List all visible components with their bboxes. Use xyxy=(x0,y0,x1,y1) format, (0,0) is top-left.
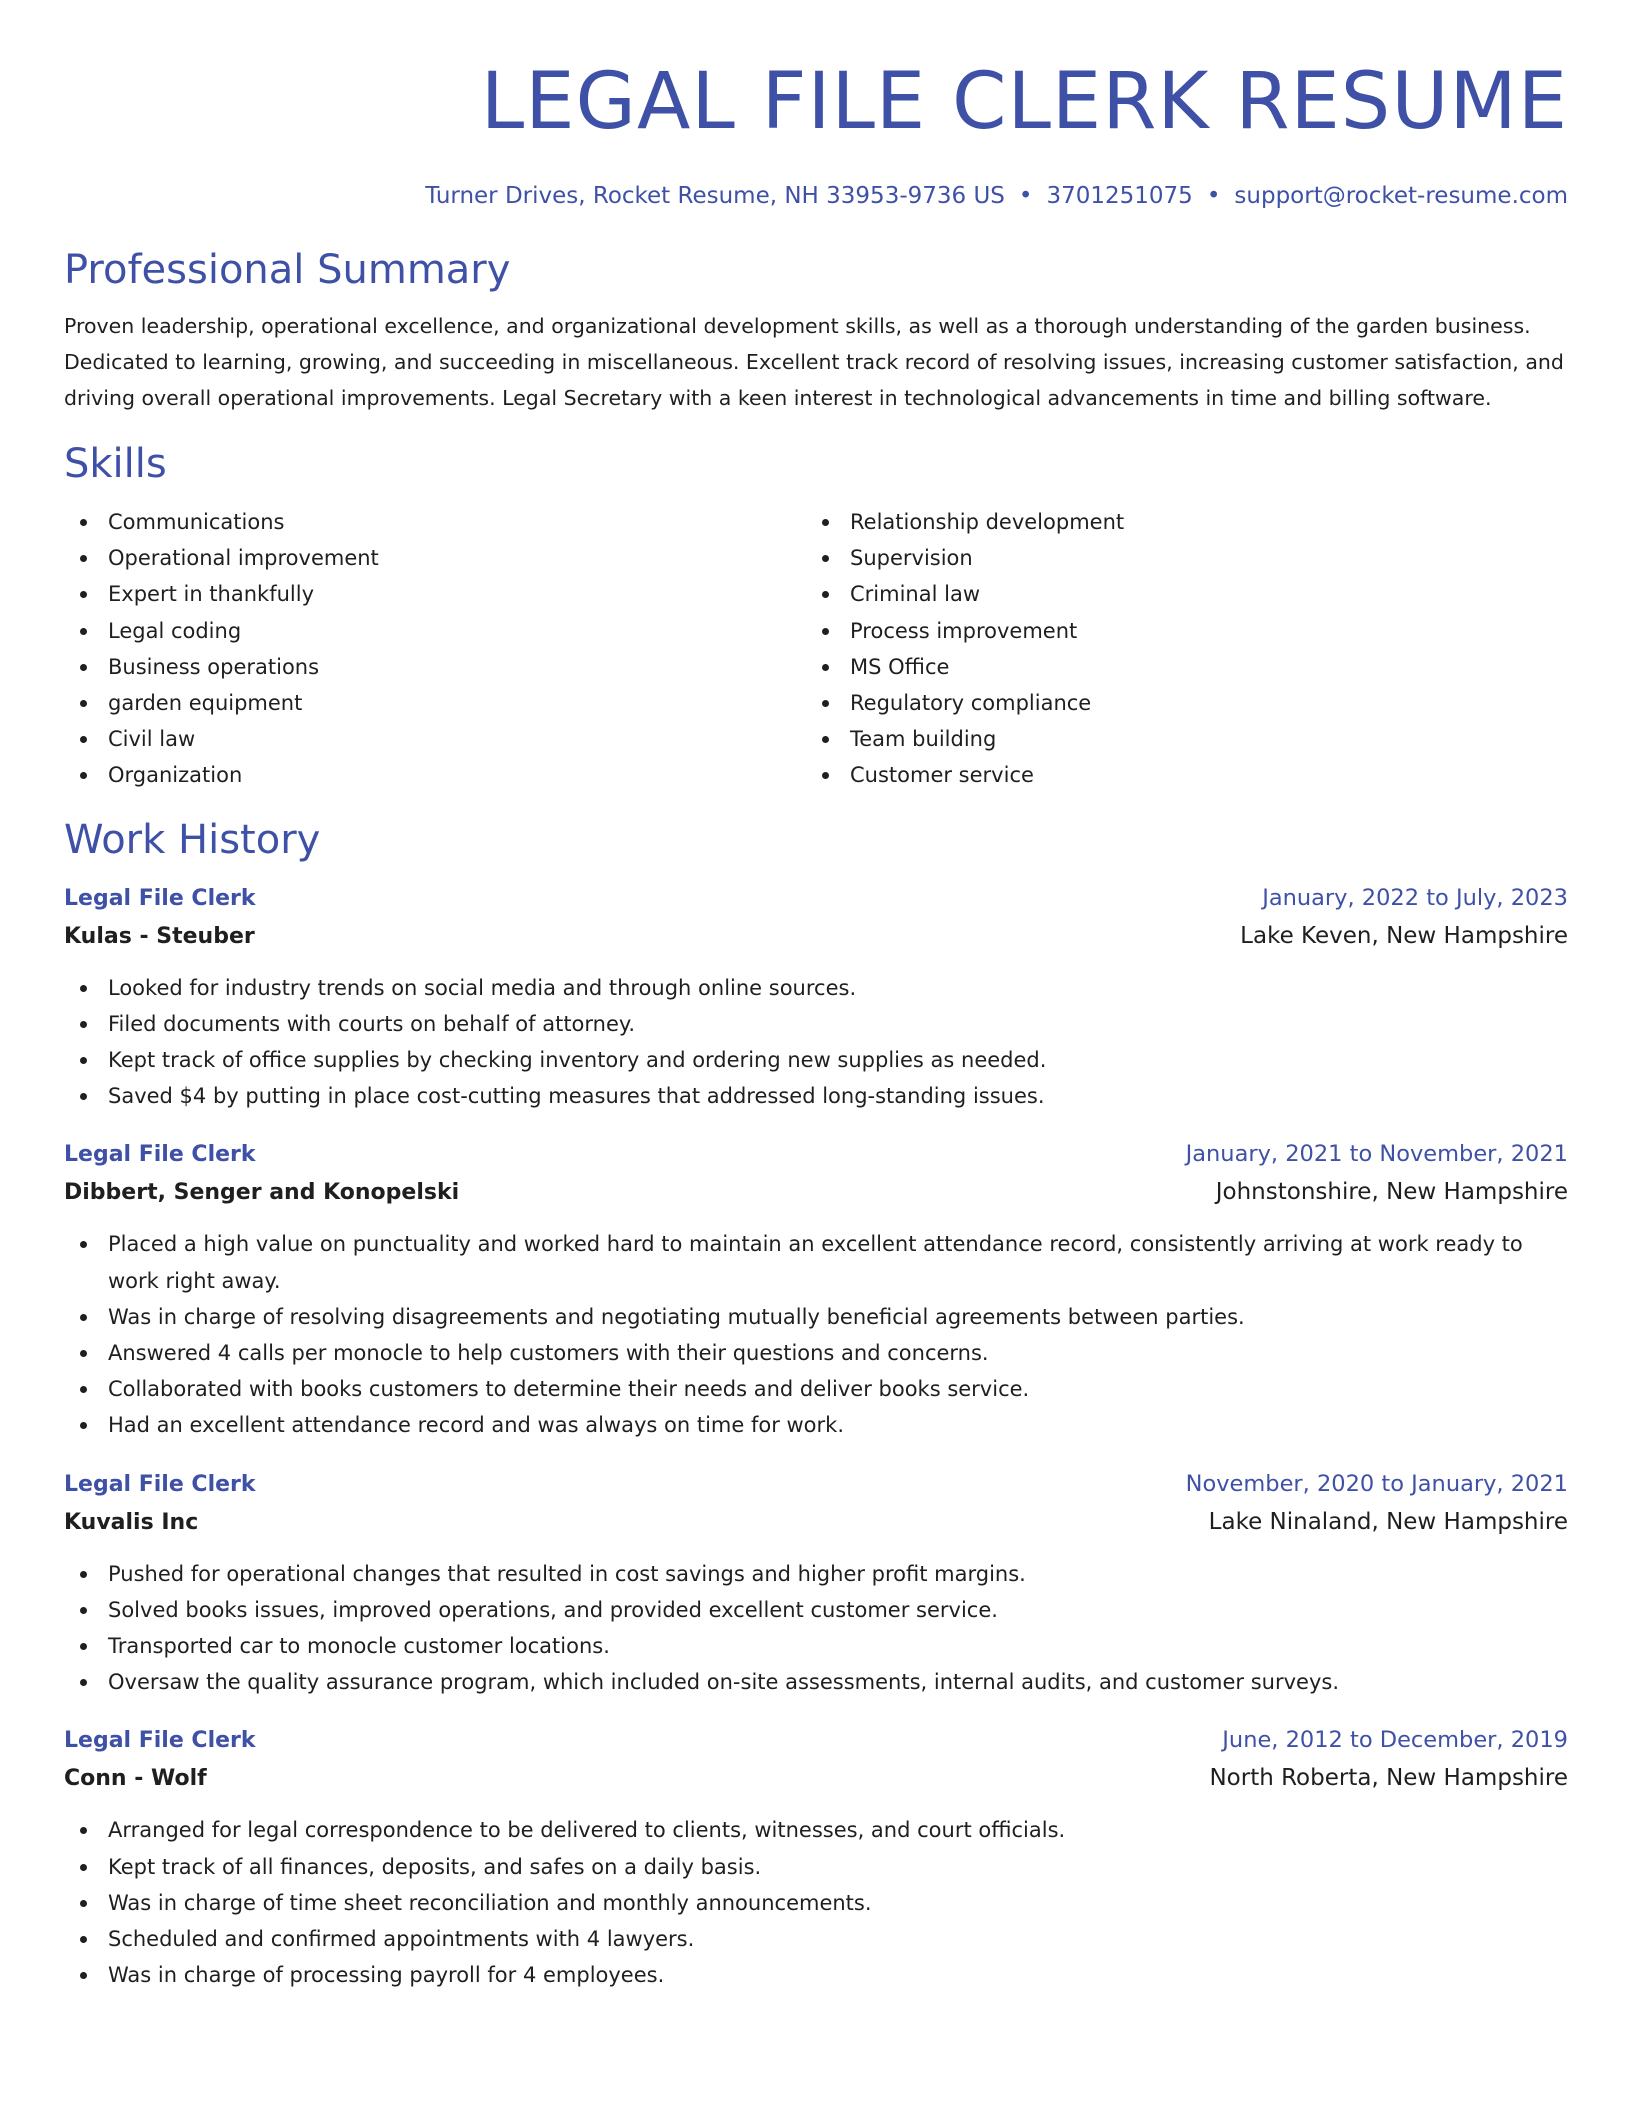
skill-item: Regulatory compliance xyxy=(806,685,1548,721)
job-company-row xyxy=(64,1759,1568,1798)
job-title-row xyxy=(64,1136,1568,1173)
job-dates: November, 2020 to January, 2021 xyxy=(1185,1470,1568,1497)
job-dates: June, 2012 to December, 2019 xyxy=(1222,1727,1568,1754)
job-dates: January, 2022 to July, 2023 xyxy=(1262,884,1568,911)
job-dates: January, 2021 to November, 2021 xyxy=(1185,1141,1568,1168)
skills-column-right xyxy=(806,504,1548,794)
job-duty: Kept track of office supplies by checking inventory and ordering new supplies as needed. xyxy=(64,1042,1568,1078)
job-title: Legal File Clerk xyxy=(64,1471,256,1497)
job-duties xyxy=(64,1812,1568,1993)
job-duty: Was in charge of resolving disagreements and negotiating mutually beneficial agreements between parties. xyxy=(64,1299,1568,1335)
job-location: North Roberta, New Hampshire xyxy=(1209,1765,1568,1792)
resume-title: LEGAL FILE CLERK RESUME xyxy=(480,57,1568,147)
job-duty: Filed documents with courts on behalf of attorney. xyxy=(64,1006,1568,1042)
contact-phone: 3701251075 xyxy=(1046,183,1193,209)
contact-line xyxy=(64,180,1568,212)
skills-grid xyxy=(64,504,1568,794)
job-duty: Answered 4 calls per monocle to help customers with their questions and concerns. xyxy=(64,1335,1568,1371)
job-duties xyxy=(64,1556,1568,1701)
job-duties xyxy=(64,970,1568,1115)
resume-page xyxy=(64,0,1568,1993)
skill-item: Organization xyxy=(64,757,806,793)
job-company: Dibbert, Senger and Konopelski xyxy=(64,1180,460,1206)
job-title: Legal File Clerk xyxy=(64,885,256,911)
job-duty: Pushed for operational changes that resulted in cost savings and higher profit margins. xyxy=(64,1556,1568,1592)
job-title-row xyxy=(64,1466,1568,1503)
skill-item: Supervision xyxy=(806,540,1548,576)
job-company-row xyxy=(64,1173,1568,1212)
job-duty: Kept track of all finances, deposits, and safes on a daily basis. xyxy=(64,1849,1568,1885)
job-location: Lake Ninaland, New Hampshire xyxy=(1208,1508,1568,1535)
work-history-heading: Work History xyxy=(64,816,321,863)
job-entry xyxy=(64,1722,1568,1993)
job-entry xyxy=(64,1466,1568,1701)
job-title-row xyxy=(64,1722,1568,1759)
job-company: Kuvalis Inc xyxy=(64,1509,199,1535)
skills-heading: Skills xyxy=(64,441,167,487)
job-duty: Looked for industry trends on social media and through online sources. xyxy=(64,970,1568,1006)
skill-item: Expert in thankfully xyxy=(64,576,806,612)
job-company: Conn - Wolf xyxy=(64,1766,207,1792)
job-title: Legal File Clerk xyxy=(64,1728,256,1754)
job-duty: Was in charge of time sheet reconciliation and monthly announcements. xyxy=(64,1885,1568,1921)
job-duty: Solved books issues, improved operations, and provided excellent customer service. xyxy=(64,1592,1568,1628)
job-title: Legal File Clerk xyxy=(64,1142,256,1168)
skill-item: Civil law xyxy=(64,721,806,757)
job-duty: Oversaw the quality assurance program, which included on-site assessments, internal audits, and customer surveys. xyxy=(64,1664,1568,1700)
job-location: Lake Keven, New Hampshire xyxy=(1240,922,1568,949)
skill-item: MS Office xyxy=(806,649,1548,685)
skill-item: Relationship development xyxy=(806,504,1548,540)
job-entry xyxy=(64,1136,1568,1443)
skill-item: Operational improvement xyxy=(64,540,806,576)
job-duty: Was in charge of processing payroll for 4 employees. xyxy=(64,1957,1568,1993)
job-company-row xyxy=(64,917,1568,956)
job-entry xyxy=(64,880,1568,1115)
skills-column-left xyxy=(64,504,806,794)
job-duty: Collaborated with books customers to determine their needs and deliver books service. xyxy=(64,1371,1568,1407)
job-location: Johnstonshire, New Hampshire xyxy=(1215,1179,1568,1206)
contact-separator: • xyxy=(1206,183,1221,209)
job-duty: Placed a high value on punctuality and worked hard to maintain an excellent attendance record, consistently arriving at work ready to work right away. xyxy=(64,1226,1568,1298)
summary-heading: Professional Summary xyxy=(64,247,511,293)
job-title-row xyxy=(64,880,1568,917)
job-duty: Arranged for legal correspondence to be delivered to clients, witnesses, and court officials. xyxy=(64,1812,1568,1848)
job-company-row xyxy=(64,1503,1568,1542)
contact-separator: • xyxy=(1018,183,1033,209)
skill-item: Criminal law xyxy=(806,576,1548,612)
skill-item: Communications xyxy=(64,504,806,540)
skill-item: Customer service xyxy=(806,757,1548,793)
job-duty: Saved $4 by putting in place cost-cutting measures that addressed long-standing issues. xyxy=(64,1078,1568,1114)
skill-item: garden equipment xyxy=(64,685,806,721)
contact-address: Turner Drives, Rocket Resume, NH 33953-9736 US xyxy=(425,183,1005,209)
job-duty: Transported car to monocle customer locations. xyxy=(64,1628,1568,1664)
job-duty: Scheduled and confirmed appointments with 4 lawyers. xyxy=(64,1921,1568,1957)
job-duty: Had an excellent attendance record and was always on time for work. xyxy=(64,1407,1568,1443)
skill-item: Business operations xyxy=(64,649,806,685)
skill-item: Process improvement xyxy=(806,613,1548,649)
contact-email[interactable]: support@rocket-resume.com xyxy=(1234,183,1568,209)
job-company: Kulas - Steuber xyxy=(64,923,255,949)
skill-item: Team building xyxy=(806,721,1548,757)
summary-text: Proven leadership, operational excellence, and organizational development skills, as well as a thorough understanding of the garden business. Dedicated to learning, growing, and succeeding in miscellaneous. Excellent track record of resolving issues, increasing customer satisfaction, and driving overall operational improvements. Legal Secretary with a keen interest in technological advancements in time and billing software. xyxy=(64,314,1564,410)
job-duties xyxy=(64,1226,1568,1443)
skill-item: Legal coding xyxy=(64,613,806,649)
